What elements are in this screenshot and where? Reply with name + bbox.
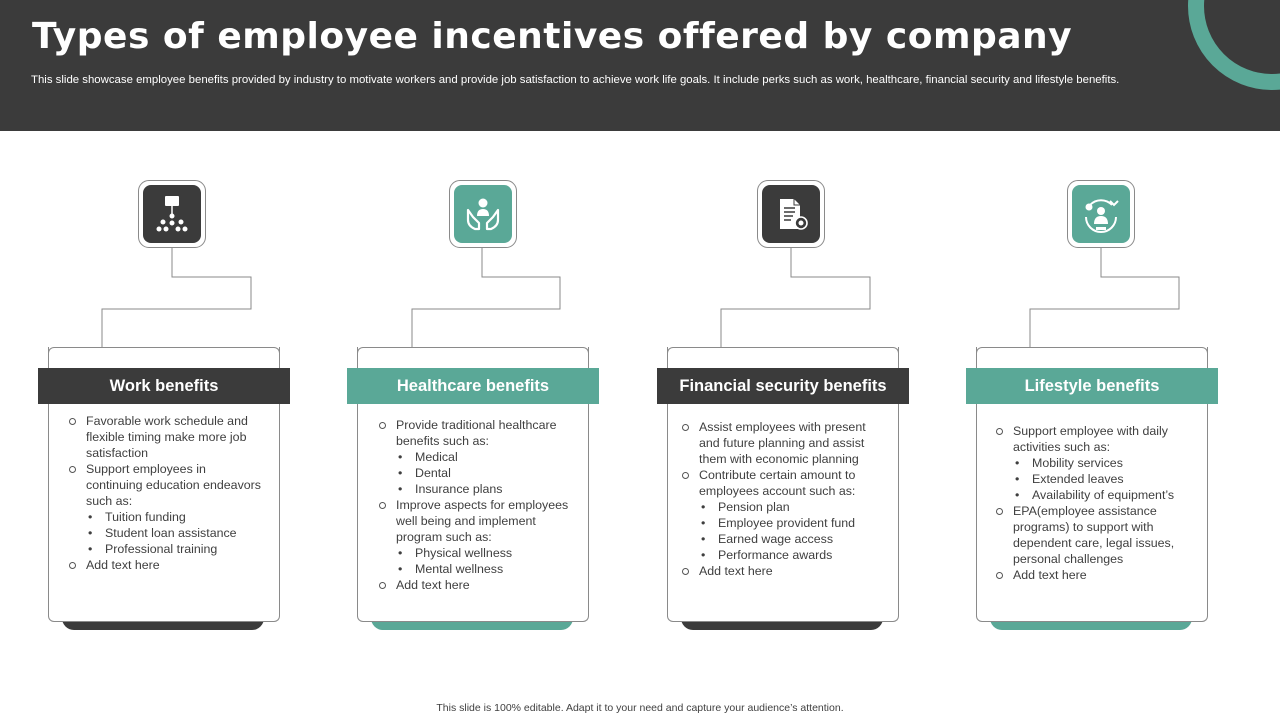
benefit-column-healthcare [347, 180, 599, 640]
list-item: Provide traditional healthcare benefits such as: [378, 417, 573, 449]
list-subitem: • Mobility services [995, 455, 1190, 471]
icon-frame [138, 180, 206, 248]
icon-frame [449, 180, 517, 248]
list-item: Improve aspects for employees well being and implement program such as: [378, 497, 573, 545]
benefit-column-financial [657, 180, 909, 640]
list-subitem: • Mental wellness [378, 561, 573, 577]
icon-frame [757, 180, 825, 248]
list-item: EPA(employee assistance programs) to support with dependent care, legal issues, personal challenges [995, 503, 1190, 567]
list-subitem: • Availability of equipment’s [995, 487, 1190, 503]
list-subitem: • Insurance plans [378, 481, 573, 497]
list-item: Add text here [68, 557, 263, 573]
list-subitem: • Earned wage access [681, 531, 881, 547]
icon-frame [1067, 180, 1135, 248]
team-network-icon [143, 185, 201, 243]
benefit-title: Financial security benefits [657, 368, 909, 404]
header-bar [0, 0, 1280, 131]
list-subitem: • Performance awards [681, 547, 881, 563]
list-item: Contribute certain amount to employees account such as: [681, 467, 881, 499]
list-subitem: • Medical [378, 449, 573, 465]
list-subitem: • Student loan assistance [68, 525, 263, 541]
list-subitem: • Physical wellness [378, 545, 573, 561]
benefit-list [68, 413, 263, 573]
list-item: Support employees in continuing education endeavors such as: [68, 461, 263, 509]
list-item: Assist employees with present and future planning and assist them with economic planning [681, 419, 881, 467]
page-title: Types of employee incentives offered by company [32, 16, 1073, 57]
card-top-border [667, 347, 899, 369]
list-subitem: • Professional training [68, 541, 263, 557]
list-item: Favorable work schedule and flexible timing make more job satisfaction [68, 413, 263, 461]
list-item: Add text here [681, 563, 881, 579]
list-subitem: • Pension plan [681, 499, 881, 515]
benefit-list [378, 417, 573, 593]
benefit-title: Healthcare benefits [347, 368, 599, 404]
list-item: Add text here [378, 577, 573, 593]
list-item: Add text here [995, 567, 1190, 583]
card-top-border [976, 347, 1208, 369]
benefit-title: Lifestyle benefits [966, 368, 1218, 404]
footer-note: This slide is 100% editable. Adapt it to your need and capture your audience’s attention. [436, 702, 844, 714]
lifestyle-person-icon [1072, 185, 1130, 243]
list-subitem: • Employee provident fund [681, 515, 881, 531]
benefit-column-lifestyle [966, 180, 1218, 640]
document-coin-icon [762, 185, 820, 243]
page-subtitle: This slide showcase employee benefits provided by industry to motivate workers and provide job satisfaction to achieve work life goals. It include perks such as work, healthcare, financial security and lifestyle benefits. [31, 74, 1120, 86]
list-item: Support employee with daily activities such as: [995, 423, 1190, 455]
benefit-list [681, 419, 881, 579]
decorative-ring [1188, 0, 1280, 90]
care-hands-icon [454, 185, 512, 243]
benefit-title: Work benefits [38, 368, 290, 404]
list-subitem: • Dental [378, 465, 573, 481]
benefit-column-work [38, 180, 290, 640]
list-subitem: • Extended leaves [995, 471, 1190, 487]
card-top-border [357, 347, 589, 369]
card-top-border [48, 347, 280, 369]
list-subitem: • Tuition funding [68, 509, 263, 525]
benefit-list [995, 423, 1190, 583]
